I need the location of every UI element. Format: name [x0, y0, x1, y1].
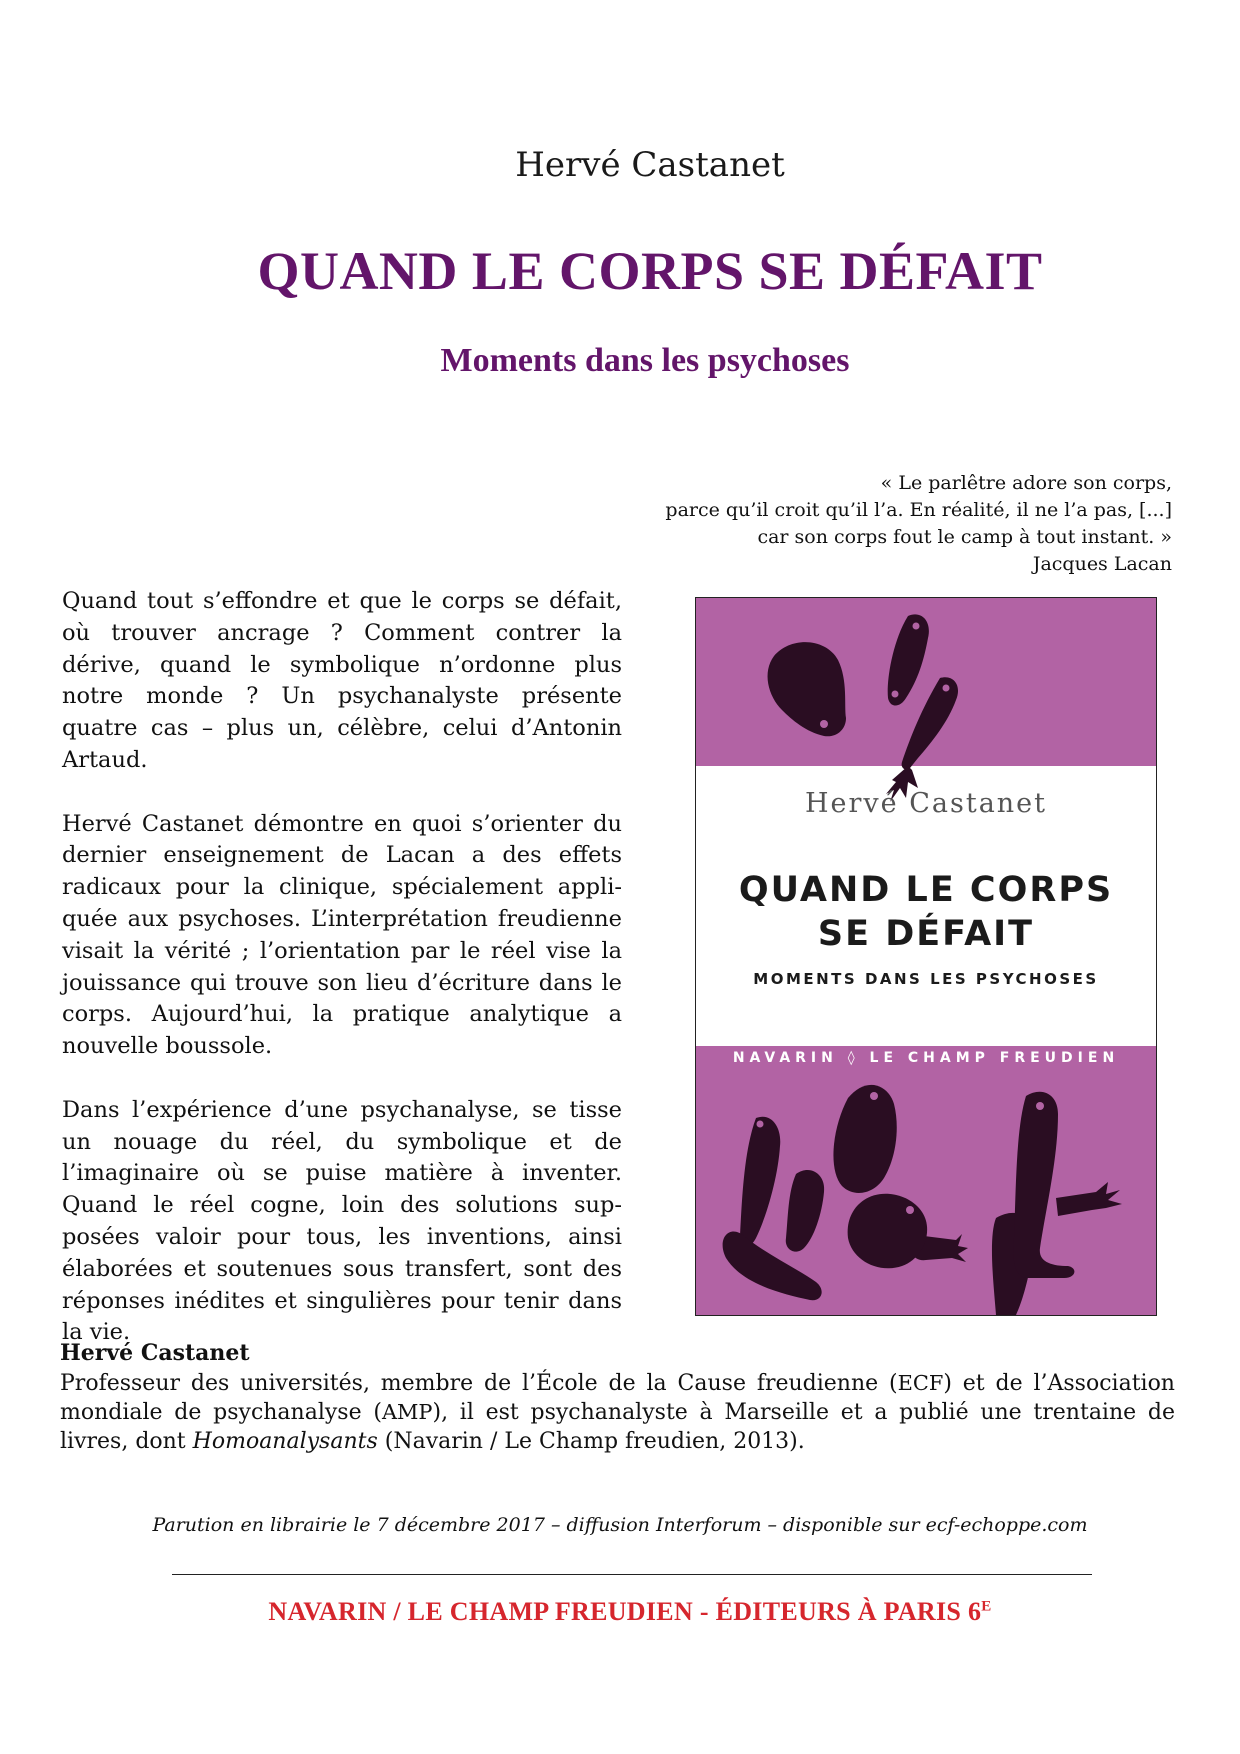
epigraph-attribution: Jacques Lacan	[1032, 553, 1172, 575]
cover-title-line: QUAND LE CORPS	[738, 870, 1114, 910]
bio-segment: ), il est psychanalyste à Marseille et a publié une trentaine de livres, dont	[60, 1400, 1175, 1454]
publisher-footer	[0, 1597, 1240, 1627]
footer-superscript: E	[981, 1598, 992, 1615]
summary-paragraph: Dans l’expérience d’une psychanalyse, se tisse un nouage du réel, du symbolique et de l’imaginaire où se puise matière à inventer. Quand le réel cogne, loin des solutions supposées valoir pour tous, les inventions, ainsi élaborées et soutenues sous transfert, sont des réponses inédites et singulières pour tenir dans la vie.	[62, 1096, 622, 1346]
cover-publisher: NAVARIN ◊ LE CHAMP FREUDIEN	[732, 1050, 1120, 1066]
bio-abbreviation: ECF	[897, 1371, 944, 1395]
summary-paragraph: Hervé Castanet démontre en quoi s’orienter du dernier enseignement de Lacan a des effets radicaux pour la clinique, spécialement appliquée aux psychoses. L’interprétation freudienne visait la vérité ; l’orientation par le réel vise la jouissance qui trouve son lieu d’écriture dans le corps. Aujourd’hui, la pratique analytique a nouvelle boussole.	[62, 810, 622, 1060]
bio-segment: (Navarin / Le Champ freudien, 2013).	[377, 1429, 805, 1454]
epigraph-line: « Le parlêtre adore son corps,	[880, 472, 1172, 494]
body-fragments-illustration	[696, 598, 1156, 1315]
bio-abbreviation: AMP	[381, 1400, 433, 1424]
cover-title	[696, 868, 1156, 956]
epigraph	[612, 470, 1172, 578]
book-subtitle: Moments dans les psychoses	[440, 342, 850, 379]
cover-subtitle: MOMENTS DANS LES PSYCHOSES	[753, 970, 1099, 988]
bio-text	[60, 1369, 1175, 1456]
book-cover	[695, 597, 1157, 1316]
bio-author-name: Hervé Castanet	[60, 1340, 250, 1366]
footer-text: NAVARIN / LE CHAMP FREUDIEN - ÉDITEURS À PARIS 6	[268, 1597, 982, 1626]
bio-segment: ) et de l’Association mondiale de psychanalyse (	[60, 1371, 1175, 1425]
summary-paragraph: Quand tout s’effondre et que le corps se défait, où trouver ancrage ? Comment contrer la dérive, quand le symbolique n’ordonne plus notre monde ? Un psychanalyste présente quatre cas – plus un, célèbre, celui d’Antonin Artaud.	[62, 588, 622, 773]
cover-author: Hervé Castanet	[804, 788, 1048, 819]
book-title: QUAND LE CORPS SE DÉFAIT	[257, 241, 1043, 301]
bio-book-title: Homoanalysants	[192, 1429, 378, 1454]
divider	[172, 1574, 1092, 1575]
epigraph-line: parce qu’il croit qu’il l’a. En réalité, il ne l’a pas, [...]	[665, 499, 1172, 521]
cover-title-line: SE DÉFAIT	[817, 914, 1035, 954]
epigraph-line: car son corps fout le camp à tout instant. »	[757, 526, 1172, 548]
author-name: Hervé Castanet	[515, 145, 785, 185]
release-info: Parution en librairie le 7 décembre 2017 – diffusion Interforum – disponible sur ecf-echoppe.com	[152, 1514, 1088, 1536]
bio-segment: Professeur des universités, membre de l’École de la Cause freudienne (	[60, 1371, 898, 1396]
summary-text	[62, 586, 622, 1381]
